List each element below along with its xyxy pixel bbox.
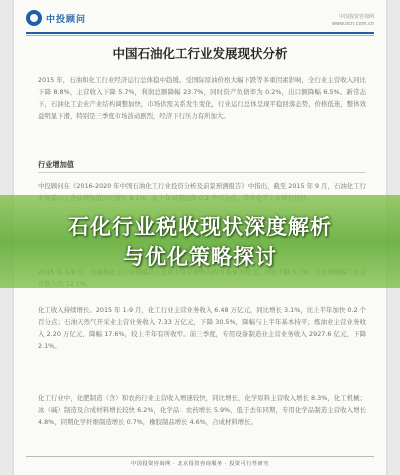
banner-title-line1: 石化行业税收现状深度解析 (68, 214, 332, 239)
footer-divider (26, 456, 374, 457)
header-site-name: 中国投资咨询网 (338, 14, 374, 20)
header-divider-thin (26, 35, 374, 36)
section-heading: 行业增加值 (38, 160, 74, 169)
paragraph-chemical-segments: 化工行业中，化肥制造（含）和农药行业主营收入增速较快，同比增长，化学原料主营收入增长 8.3%，化工机械；冰（碱）制造及合成材料增长较快 6.2%，化学品：农药增长 5.9%，低于去年同期，专用化学品制造主营收入增长 4.8%，同期化学纤维制造增长 0.7%，橡胶制品增长 4.6%，合成材料增长。 (38, 394, 366, 426)
header-site-url: www.ocn.com.cn (331, 21, 374, 27)
header-site-info (332, 14, 374, 28)
page-header (26, 8, 374, 30)
intro-paragraph: 2015 年，石油和化工行业经济运行总体稳中趋缓。受国际原油价格大幅下跌等多重因素影响，全行业主营收入同比下降 8.8%，主营收入下降 5.7%，利润总额降幅 23.7%，同时资产负债率为 0.2%，出口额降幅 6.5%。新常态下，石油化工企业产业结构调整加快，市场供需关系发生变化，行业运行总体呈现平稳回落态势，价格低迷，整体效益明显下滑，特别是三季度市场波动剧烈，经济下行压力有所加大。 (38, 76, 366, 120)
paragraph-chemical-revenue: 化工收入持续增长。2015 年 1-9 月，化工行业主营业务收入 6.48 万亿元，同比增长 3.1%，比上半年加快 0.2 个百分点；石油天然气开采业主营业务收入 7.33 万亿元，下降 30.5%，降幅与上半年基本持平；炼油业主营业务收入 2.20 万亿元，降幅 17.6%，较上半年有所收窄。前三季度，专用设备制造业主营业务收入 2927.6 亿元，下降 2.1%。 (38, 306, 366, 350)
header-divider (26, 32, 374, 34)
page-footer: 中国投资咨询网 · 北京投资咨询服务 · 投资可行性研究 (130, 461, 270, 467)
title-banner (0, 195, 400, 288)
section-heading-divider (38, 172, 366, 173)
company-logo-text: 中投顾问 (46, 15, 87, 25)
company-logo-icon (26, 10, 42, 26)
paragraph-value-added: 中投顾问在《2016-2020 年中国石油化工行业投资分析及前景预测报告》中指出，截至 2015 年 9 月，石油化工行 (38, 182, 366, 190)
document-title: 中国石油化工行业发展现状分析 (112, 46, 288, 61)
banner-title-line2: 与优化策略探讨 (123, 244, 277, 269)
